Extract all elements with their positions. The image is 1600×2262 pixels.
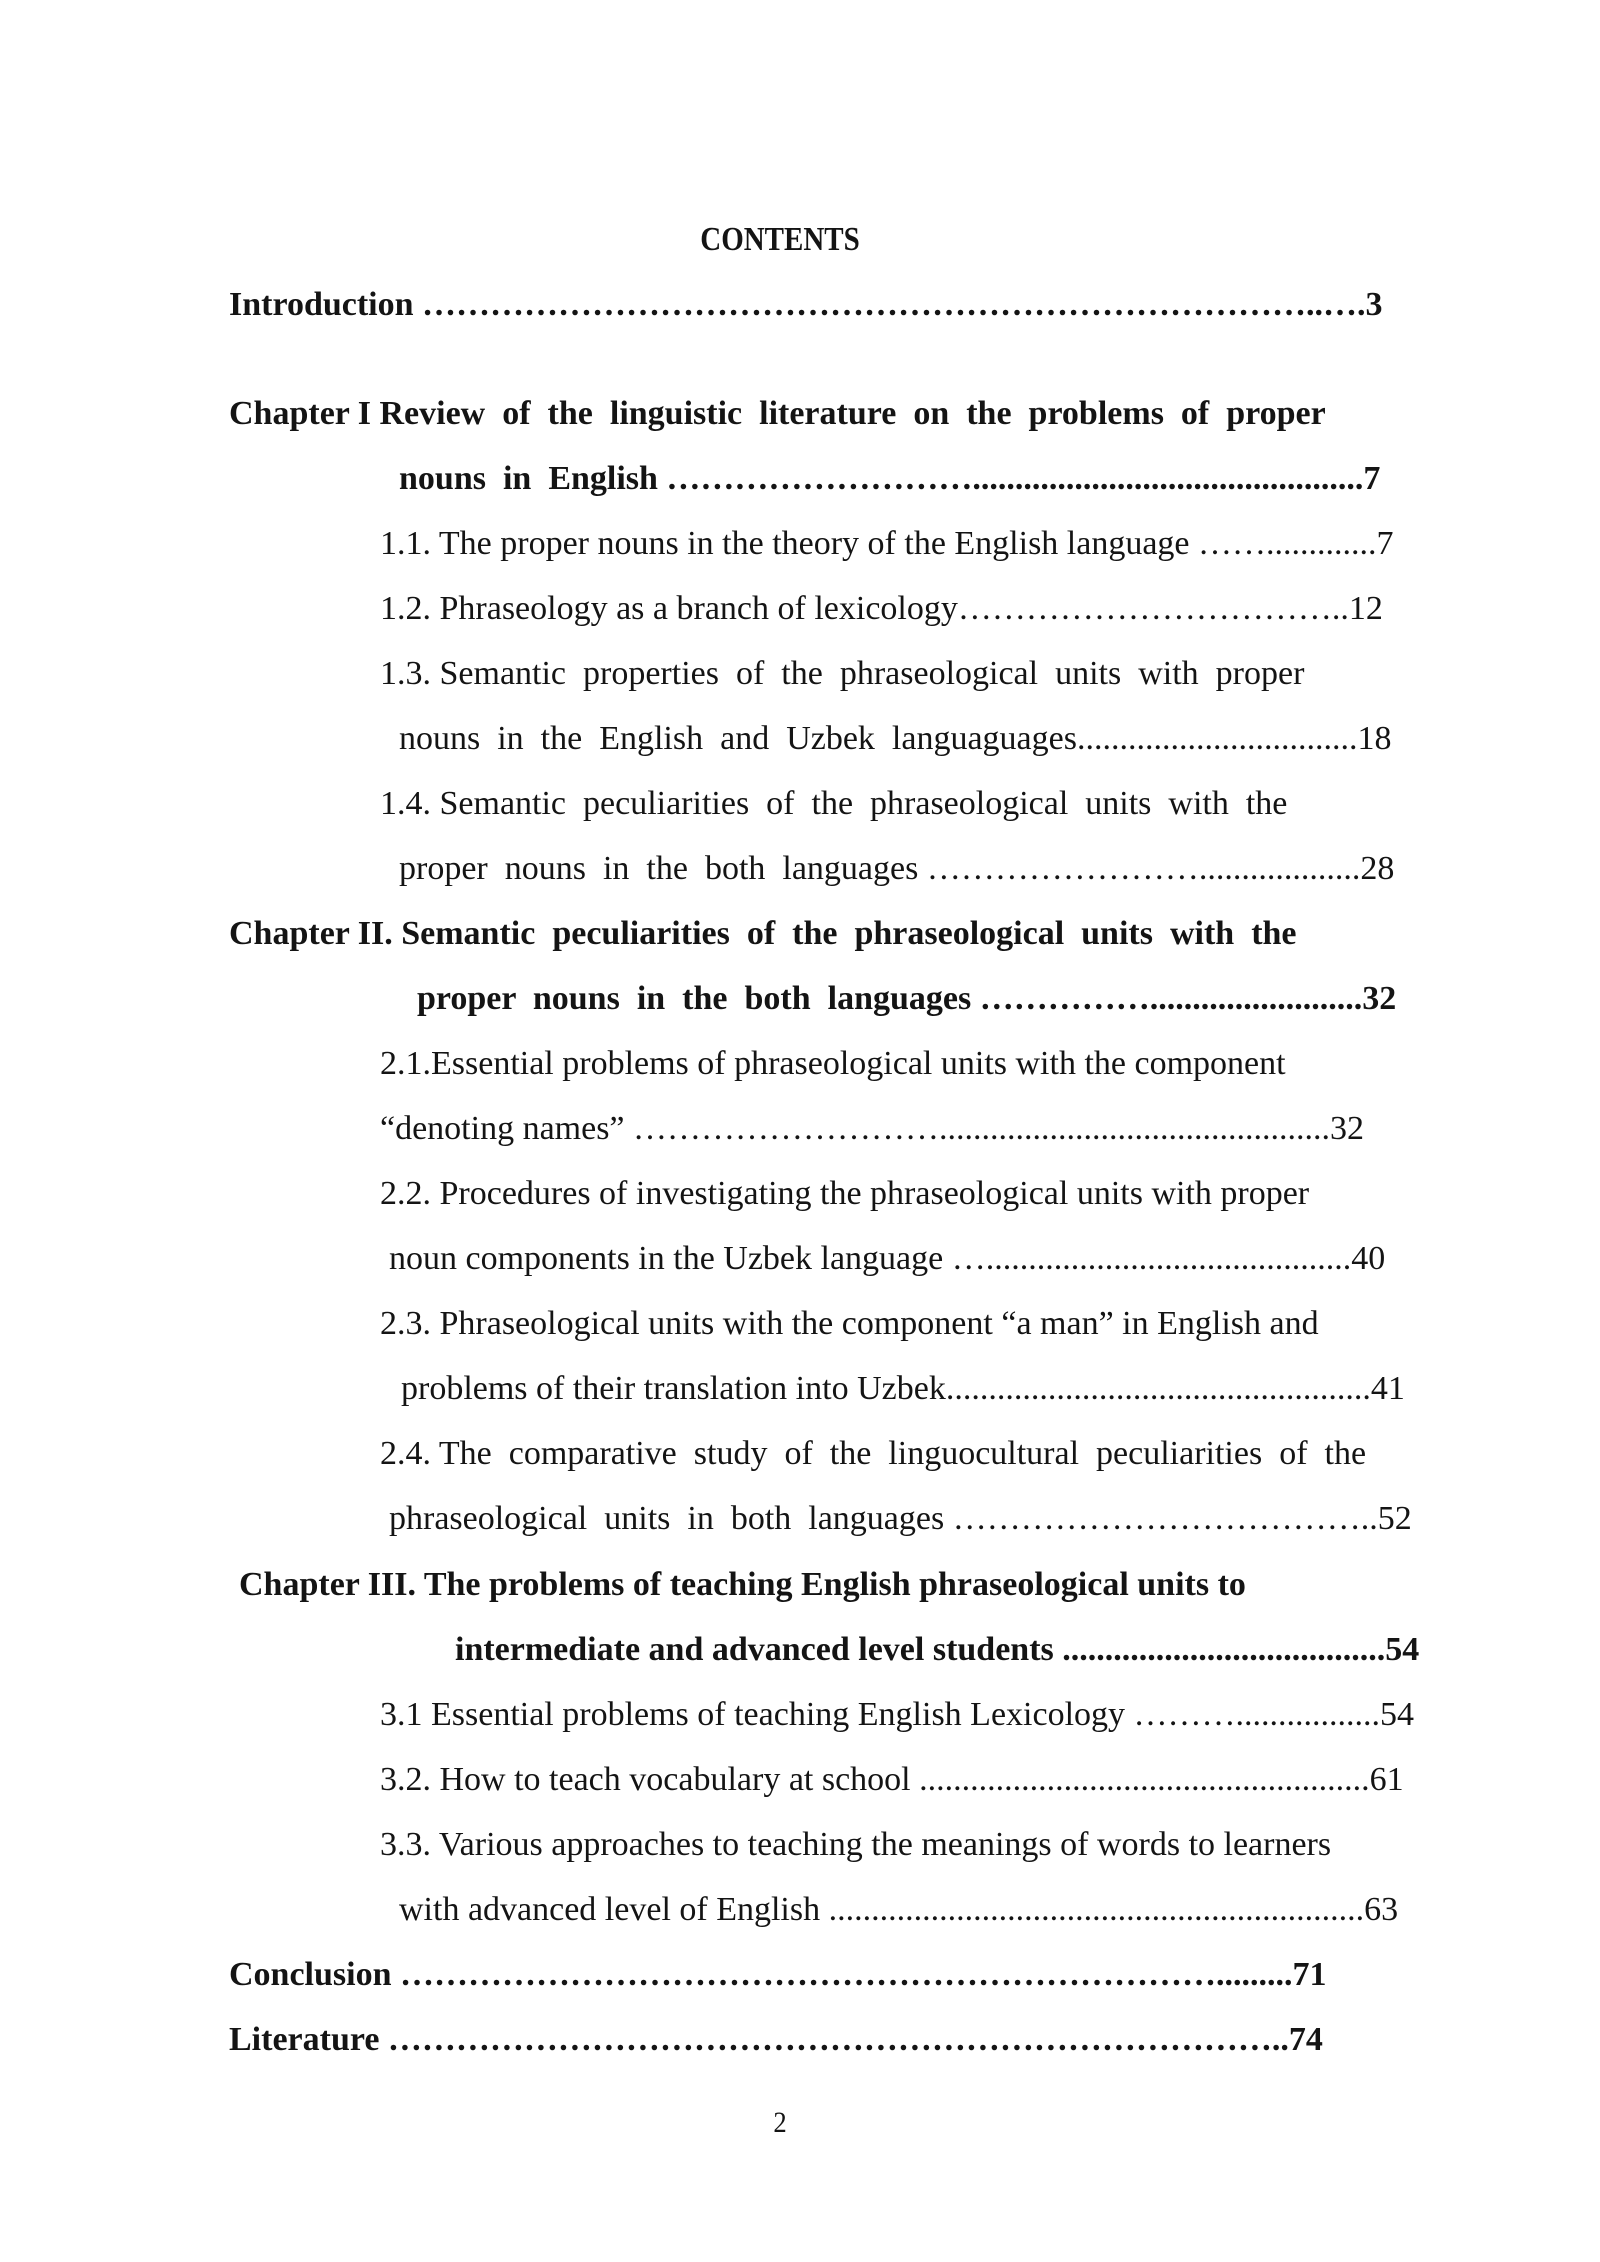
toc-section-3-3-cont: with advanced level of English ...............................................................63 [399, 1891, 1399, 1928]
toc-section-3-2: 3.2. How to teach vocabulary at school .....................................................61 [380, 1761, 1404, 1798]
toc-section-2-1-cont: “denoting names” ………………………..............................................32 [380, 1110, 1365, 1147]
toc-chapter-1: Chapter I Review of the linguistic literature on the problems of proper [229, 395, 1326, 432]
toc-conclusion: Conclusion ……………………………………………………………….........71 [229, 1956, 1327, 1993]
toc-chapter-1-cont: nouns in English ………………………..............................................7 [399, 460, 1381, 497]
toc-section-1-4: 1.4. Semantic peculiarities of the phraseological units with the [380, 785, 1288, 822]
toc-section-2-1: 2.1.Essential problems of phraseological units with the component [380, 1045, 1286, 1082]
toc-section-3-3: 3.3. Various approaches to teaching the meanings of words to learners [380, 1826, 1332, 1863]
toc-chapter-3: Chapter III. The problems of teaching English phraseological units to [239, 1566, 1246, 1603]
toc-chapter-3-cont: intermediate and advanced level students ......................................54 [455, 1631, 1420, 1668]
toc-section-1-4-cont: proper nouns in the both languages ……………………...................28 [399, 850, 1395, 887]
toc-section-2-3-cont: problems of their translation into Uzbek..................................................41 [401, 1370, 1405, 1407]
toc-section-2-2-cont: noun components in the Uzbek language …...........................................40 [389, 1240, 1386, 1277]
toc-literature: Literature ……………………………………………………………………..74 [229, 2021, 1323, 2058]
toc-introduction: Introduction ……………………………………………………………………..….3 [229, 286, 1383, 323]
page-number: 2 [773, 2106, 787, 2139]
toc-section-1-2: 1.2. Phraseology as a branch of lexicology……………………………..12 [380, 590, 1383, 627]
toc-section-1-1: 1.1. The proper nouns in the theory of the English language …….............7 [380, 525, 1394, 562]
toc-section-2-4: 2.4. The comparative study of the linguocultural peculiarities of the [380, 1435, 1367, 1472]
toc-section-1-3-cont: nouns in the English and Uzbek languaguages.................................18 [399, 720, 1392, 757]
toc-section-2-3: 2.3. Phraseological units with the component “a man” in English and [380, 1305, 1319, 1342]
toc-chapter-2-cont: proper nouns in the both languages …………….........................32 [417, 980, 1397, 1017]
toc-section-1-3: 1.3. Semantic properties of the phraseological units with proper [380, 655, 1305, 692]
toc-chapter-2: Chapter II. Semantic peculiarities of the phraseological units with the [229, 915, 1297, 952]
toc-section-2-2: 2.2. Procedures of investigating the phraseological units with proper [380, 1175, 1310, 1212]
toc-section-3-1: 3.1 Essential problems of teaching English Lexicology ……….................54 [380, 1696, 1415, 1733]
page-title: CONTENTS [700, 221, 860, 258]
toc-section-2-4-cont: phraseological units in both languages ………………………………..52 [389, 1500, 1412, 1537]
